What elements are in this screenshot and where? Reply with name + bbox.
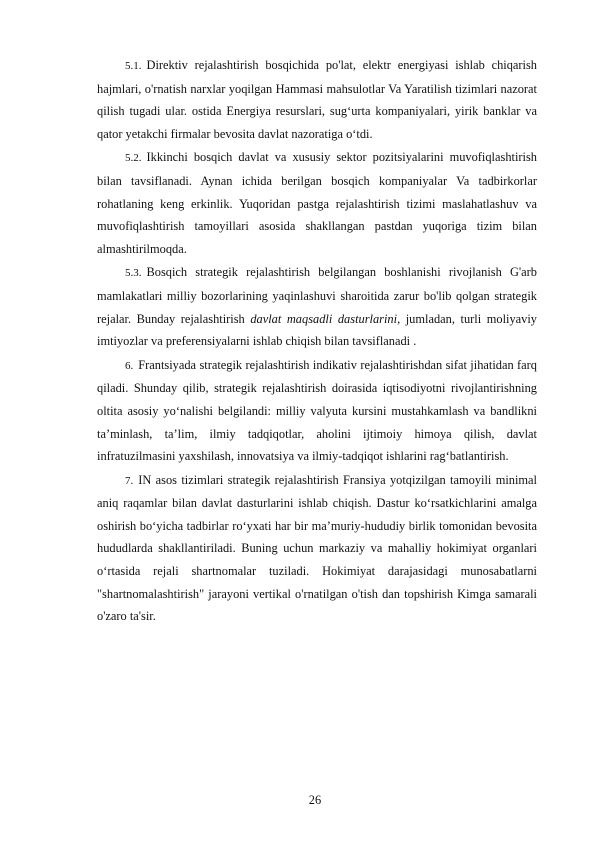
paragraph-number: 6. bbox=[125, 359, 134, 372]
paragraph-number: 5.2. bbox=[125, 152, 142, 165]
paragraph-text-continued: jumladan, turli moliyaviy imtiyozlar va preferensiyalarni ishlab chiqish bilan tavsiflanadi . bbox=[97, 311, 537, 349]
paragraph-7 bbox=[97, 469, 537, 628]
paragraph-text: Bosqich strategik rejalashtirish belgilangan boshlanishi rivojlanish G'arb mamlakatlari milliy bozorlarining yaqinlashuvi sharoitida zarur bo'lib qolgan strategik rejalar. Bunday rejalashtirish bbox=[97, 265, 537, 326]
paragraph-text: Ikkinchi bosqich davlat va xususiy sektor pozitsiyalarini muvofiqlashtirish bilan tavsiflanadi. Aynan ichida berilgan bosqich kompaniyalar Va tadbirkorlar rohatlaning keng erkinlik. Yuqoridan pastga rejalashtirish tizimi maslahatlashuv va muvofiqlashtirish tamoyillari asosida shakllangan pastdan yuqoriga tizim bilan almashtirilmoqda. bbox=[97, 150, 537, 256]
paragraph-5-2 bbox=[97, 146, 537, 260]
paragraph-number: 5.1. bbox=[125, 60, 142, 72]
paragraph-5-1 bbox=[97, 54, 537, 145]
paragraph-number: 5.3. bbox=[125, 267, 142, 280]
paragraph-text: Frantsiyada strategik rejalashtirish indikativ rejalashtirishdan sifat jihatidan farq qiladi. Shunday qilib, strategik rejalashtirish doirasida iqtisodiyotni rivojlantirishning oltita asosiy yo‘nalishi belgilandi: milliy valyuta kursini mustahkamlash va bandlikni ta’minlash, ta’lim, ilmiy tadqiqotlar, aholini ijtimoiy himoya qilish, davlat infratuzilmasini yaxshilash, innovatsiya va ilmiy-tadqiqot ishlarini rag‘batlantirish. bbox=[97, 357, 537, 464]
page-body bbox=[97, 54, 537, 629]
paragraph-text: IN asos tizimlari strategik rejalashtirish Fransiya yotqizilgan tamoyili minimal aniq raqamlar bilan davlat dasturlarini ishlab chiqish. Dastur ko‘rsatkichlarini amalga oshirish bo‘yicha tadbirlar ro‘yxati har bir ma’muriy-hududiy birlik tomonidan bevosita hududlarda shakllantiriladi. Buning uchun markaziy va mahalliy hokimiyat organlari o‘rtasida rejali shartnomalar tuziladi. Hokimiyat darajasidagi munosabatlarni "shartnomalashtirish" jarayoni vertikal o'rnatilgan o'tish dan topshirish Kimga samarali o'zaro ta'sir. bbox=[97, 472, 537, 624]
paragraph-text: Direktiv rejalashtirish bosqichida po'lat, elektr energiyasi ishlab chiqarish hajmlari, o'rnatish narxlar yoqilgan Hammasi mahsulotlar Va Yaratilish tizimlari nazorat qilish tugadi ular. ostida Energiya resurslari, sug‘urta kompaniyalari, yirik banklar va qator yetakchi firmalar bevosita davlat nazoratiga o‘tdi. bbox=[97, 58, 537, 141]
paragraph-number: 7. bbox=[125, 474, 134, 487]
paragraph-italic-text: davlat maqsadli dasturlarini, bbox=[250, 311, 401, 326]
paragraph-6 bbox=[97, 354, 537, 468]
page-number: 26 bbox=[308, 793, 322, 807]
paragraph-5-3 bbox=[97, 261, 537, 352]
